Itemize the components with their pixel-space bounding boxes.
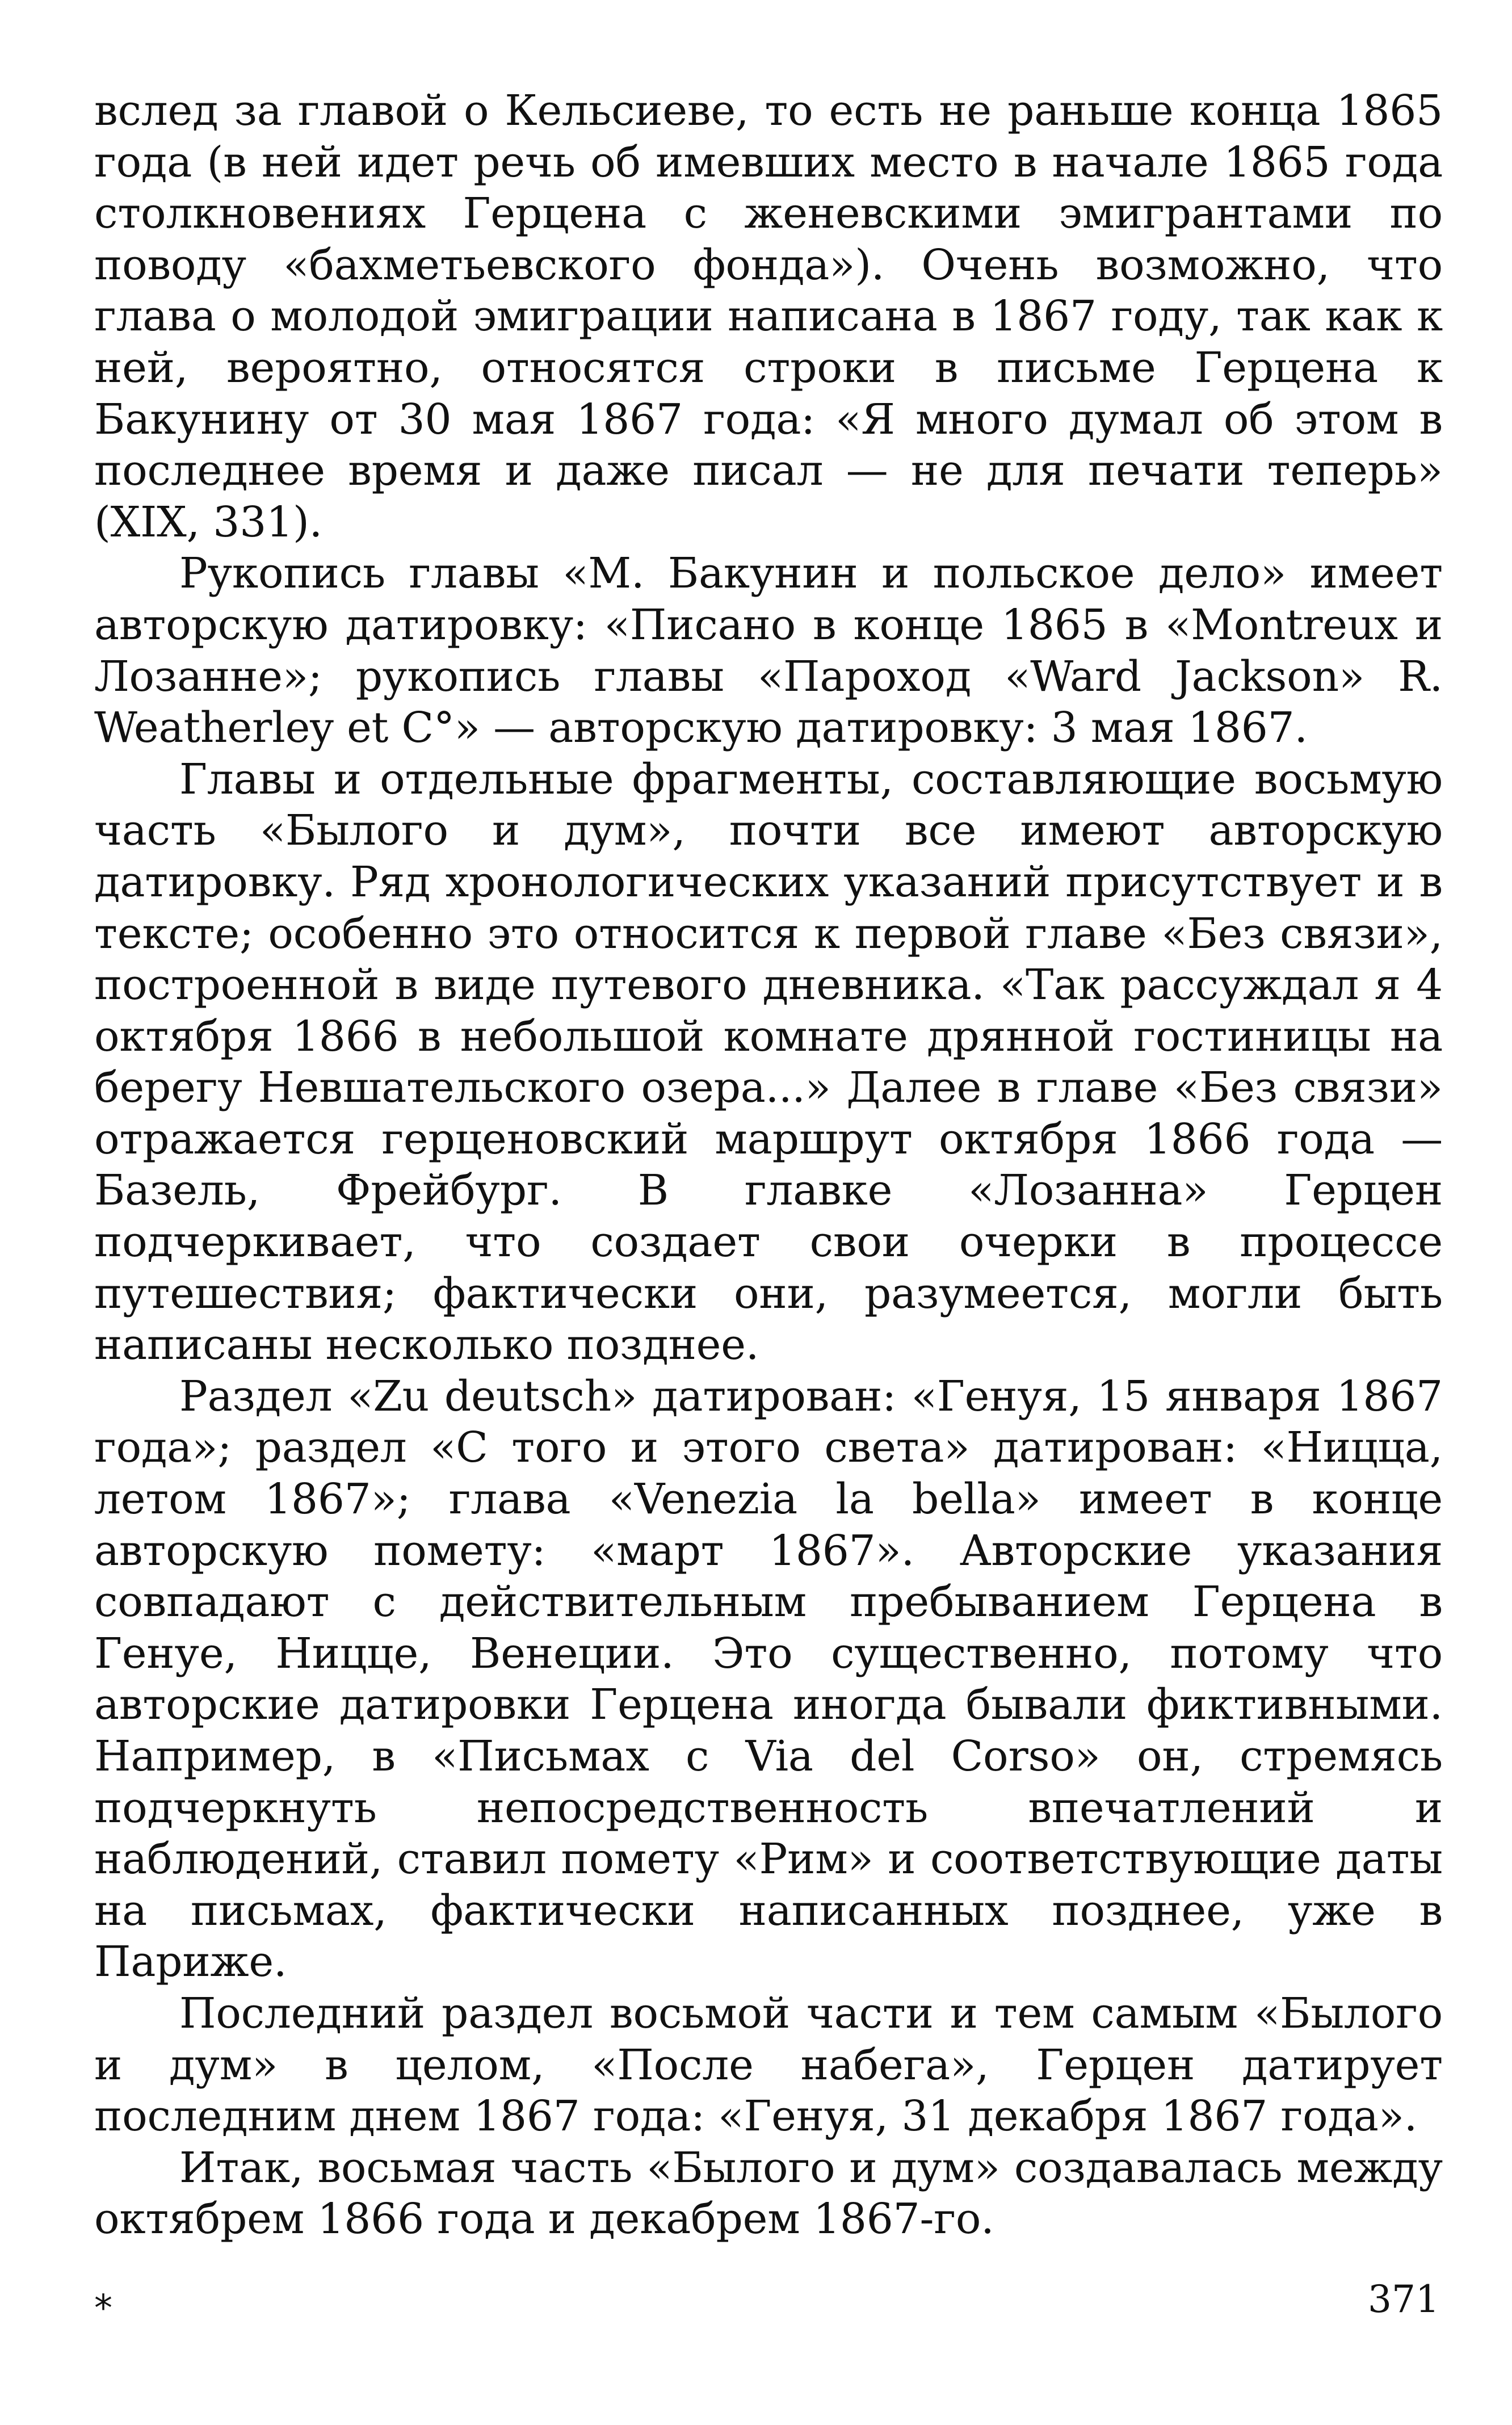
page-footer [94,2277,1443,2340]
paragraph-2: Рукопись главы «М. Бакунин и польское дело» имеет авторскую датировку: «Писано в конце 1865 в «Montreux и Лозанне»; рукопись главы «Пароход «Ward Jackson» R. Weatherley et C°» — авторскую датировку: 3 мая 1867. [94,549,1443,753]
page-number: 371 [1368,2277,1439,2321]
paragraph-3: Главы и отдельные фрагменты, составляющие восьмую часть «Былого и дум», почти все имеют авторскую датировку. Ряд хронологических указаний присутствует и в тексте; особенно это относится к первой главе «Без связи», построенной в виде путевого дневника. «Так рассуждал я 4 октября 1866 в небольшой комнате дрянной гостиницы на берегу Невшательского озера...» Далее в главе «Без связи» отражается герценовский маршрут октября 1866 года — Базель, Фрейбург. В главке «Лозанна» Герцен подчеркивает, что создает свои очерки в процессе путешествия; фактически они, разумеется, могли быть написаны несколько позднее. [94,754,1443,1370]
paragraph-6: Итак, восьмая часть «Былого и дум» создавалась между октябрем 1866 года и декабрем 1867-го. [94,2143,1443,2244]
paragraph-5: Последний раздел восьмой части и тем самым «Былого и дум» в целом, «После набега», Герцен датирует последним днем 1867 года: «Генуя, 31 декабря 1867 года». [94,1988,1443,2141]
paragraph-1: вслед за главой о Кельсиеве, то есть не раньше конца 1865 года (в ней идет речь об имевших место в начале 1865 года столкновениях Герцена с женевскими эмигрантами по поводу «бахметьевского фонда»). Очень возможно, что глава о молодой эмиграции написана в 1867 году, так как к ней, вероятно, относятся строки в письме Герцена к Бакунину от 30 мая 1867 года: «Я много думал об этом в последнее время и даже писал — не для печати теперь» (XIX, 331). [94,86,1443,547]
book-page [94,85,1443,2356]
paragraph-4: Раздел «Zu deutsch» датирован: «Генуя, 15 января 1867 года»; раздел «С того и этого света» датирован: «Ницца, летом 1867»; глава «Venezia la bella» имеет в конце авторскую помету: «март 1867». Авторские указания совпадают с действительным пребыванием Герцена в Генуе, Ницце, Венеции. Это существенно, потому что авторские датировки Герцена иногда бывали фиктивными. Например, в «Письмах с Via del Corso» он, стремясь подчеркнуть непосредственность впечатлений и наблюдений, ставил помету «Рим» и соответствующие даты на письмах, фактически написанных позднее, уже в Париже. [94,1371,1443,1987]
signature-mark: * [94,2288,112,2330]
body-text [94,85,1443,2245]
